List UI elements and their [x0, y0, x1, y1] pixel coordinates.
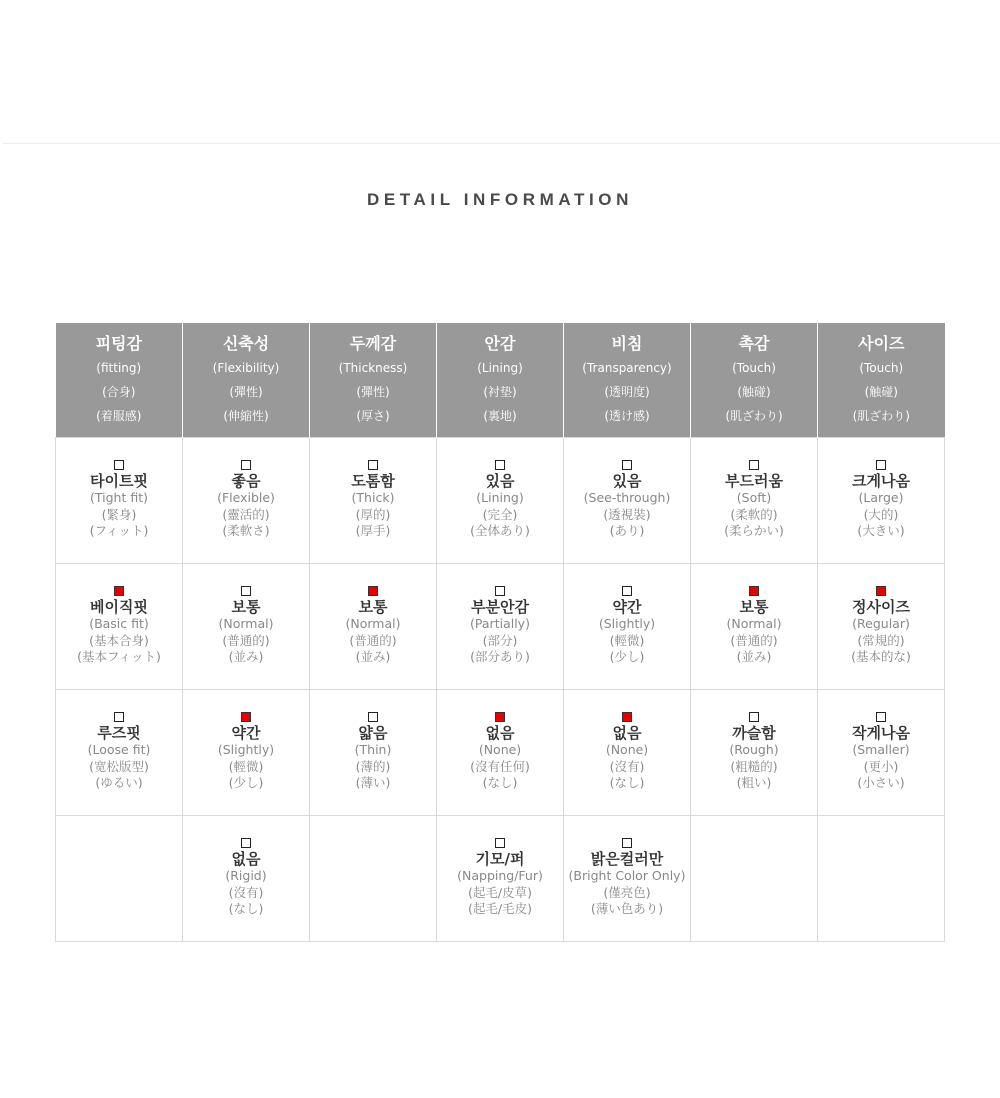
option-label-ko: 없음 — [612, 724, 642, 743]
option-label-zh: (部分) — [482, 632, 518, 648]
option-cell-touch — [691, 437, 818, 563]
header-label-ko: 피팅감 — [95, 334, 142, 353]
option-label-ja: (なし) — [609, 775, 645, 791]
option-label-ja: (大きい) — [857, 523, 905, 539]
option-label-zh: (更小) — [863, 758, 899, 774]
option-label-en: (Smaller) — [852, 742, 910, 758]
header-thickness — [310, 323, 437, 437]
option-label-ja: (基本フィット) — [77, 649, 161, 665]
header-size — [818, 323, 945, 437]
option-label-zh: (普通的) — [349, 632, 397, 648]
option-label-ko: 있음 — [485, 472, 515, 491]
option-label-zh: (普通的) — [222, 632, 270, 648]
option-label-en: (Partially) — [470, 616, 530, 632]
checked-box-icon — [495, 712, 505, 722]
option-cell-flexibility — [183, 689, 310, 815]
option-cell-flexibility — [183, 563, 310, 689]
checked-box-icon — [876, 586, 886, 596]
option-label-en: (None) — [605, 742, 649, 758]
option-label-ja: (少し) — [609, 649, 645, 665]
header-row — [56, 323, 945, 437]
header-label-ja: (厚さ) — [356, 409, 390, 423]
unchecked-box-icon — [241, 460, 251, 470]
option-label-en: (Loose fit) — [87, 742, 151, 758]
option-label-ko: 약간 — [612, 598, 642, 617]
header-label-en: (Flexibility) — [212, 361, 280, 375]
option-cell-fitting — [56, 689, 183, 815]
option-label-en: (Tight fit) — [90, 490, 148, 506]
header-label-ko: 촉감 — [738, 334, 770, 353]
option-cell-fitting — [56, 437, 183, 563]
option-cell-lining — [437, 815, 564, 941]
option-cell-transparency — [564, 563, 691, 689]
empty-cell — [691, 815, 818, 941]
header-label-ja: (透け感) — [604, 409, 650, 423]
option-label-zh: (薄的) — [355, 758, 391, 774]
option-cell-transparency — [564, 689, 691, 815]
header-label-en: (fitting) — [96, 361, 142, 375]
unchecked-box-icon — [114, 712, 124, 722]
option-label-ko: 밝은컬러만 — [590, 850, 664, 869]
option-label-ja: (起毛/毛皮) — [468, 901, 532, 917]
option-label-ja: (粗い) — [736, 775, 772, 791]
option-label-ko: 없음 — [231, 850, 261, 869]
option-label-ko: 크게나옴 — [852, 472, 910, 491]
unchecked-box-icon — [495, 460, 505, 470]
option-label-ja: (柔軟さ) — [222, 523, 270, 539]
empty-cell — [818, 815, 945, 941]
option-label-en: (Normal) — [345, 616, 401, 632]
option-label-ja: (並み) — [736, 649, 772, 665]
header-label-ja: (肌ざわり) — [725, 409, 783, 423]
option-label-en: (Thin) — [354, 742, 392, 758]
option-label-ja: (薄い) — [355, 775, 391, 791]
option-label-zh: (宽松版型) — [89, 758, 149, 774]
option-label-en: (Flexible) — [217, 490, 275, 506]
header-label-ko: 사이즈 — [858, 334, 905, 353]
option-label-en: (Basic fit) — [89, 616, 149, 632]
header-label-ko: 신축성 — [222, 334, 270, 353]
option-label-zh: (常規的) — [857, 632, 905, 648]
option-label-zh: (起毛/皮草) — [468, 884, 532, 900]
unchecked-box-icon — [622, 586, 632, 596]
header-label-zh: (触碰) — [737, 385, 771, 399]
option-label-en: (Large) — [858, 490, 904, 506]
option-cell-size — [818, 563, 945, 689]
header-touch — [691, 323, 818, 437]
header-label-ja: (伸縮性) — [223, 409, 269, 423]
checked-box-icon — [622, 712, 632, 722]
option-cell-transparency — [564, 815, 691, 941]
option-label-ja: (基本的な) — [851, 649, 911, 665]
option-label-ja: (なし) — [228, 901, 264, 917]
option-label-zh: (靈活的) — [222, 506, 270, 522]
option-label-ja: (あり) — [609, 523, 645, 539]
page-title: DETAIL INFORMATION — [366, 190, 633, 209]
header-label-en: (Touch) — [732, 361, 776, 375]
option-label-ko: 까슬함 — [732, 724, 776, 743]
option-label-en: (Regular) — [852, 616, 910, 632]
unchecked-box-icon — [368, 712, 378, 722]
header-label-ja: (裏地) — [483, 409, 517, 423]
detail-table-header — [56, 323, 945, 437]
option-label-ko: 부분안감 — [471, 598, 529, 617]
option-label-zh: (輕微) — [609, 632, 645, 648]
option-label-zh: (沒有) — [228, 884, 264, 900]
top-divider — [3, 143, 1000, 144]
unchecked-box-icon — [749, 460, 759, 470]
option-label-ko: 보통 — [358, 598, 388, 617]
option-label-en: (Rough) — [729, 742, 779, 758]
header-label-en: (Touch) — [859, 361, 904, 375]
option-label-en: (See-through) — [583, 490, 671, 506]
option-label-zh: (僅亮色) — [603, 884, 651, 900]
option-label-ko: 베이직핏 — [90, 598, 148, 617]
header-fitting — [56, 323, 183, 437]
header-lining — [437, 323, 564, 437]
unchecked-box-icon — [622, 460, 632, 470]
option-cell-thickness — [310, 689, 437, 815]
header-label-zh: (透明度) — [604, 385, 650, 399]
table-row — [56, 689, 945, 815]
option-cell-flexibility — [183, 815, 310, 941]
option-cell-size — [818, 689, 945, 815]
option-cell-transparency — [564, 437, 691, 563]
unchecked-box-icon — [241, 586, 251, 596]
option-label-en: (Lining) — [476, 490, 524, 506]
option-label-en: (Slightly) — [217, 742, 275, 758]
option-cell-lining — [437, 689, 564, 815]
option-label-zh: (完全) — [482, 506, 518, 522]
option-label-ja: (ゆるい) — [95, 775, 143, 791]
option-label-zh: (透視裝) — [603, 506, 651, 522]
unchecked-box-icon — [876, 712, 886, 722]
detail-table — [55, 323, 945, 942]
checked-box-icon — [368, 586, 378, 596]
option-label-ja: (厚手) — [355, 523, 391, 539]
unchecked-box-icon — [495, 586, 505, 596]
option-label-ko: 얇음 — [358, 724, 388, 743]
option-label-ko: 보통 — [739, 598, 769, 617]
option-cell-flexibility — [183, 437, 310, 563]
checked-box-icon — [114, 586, 124, 596]
option-label-zh: (粗糙的) — [730, 758, 778, 774]
option-label-ko: 보통 — [231, 598, 261, 617]
header-label-ko: 비침 — [611, 334, 643, 353]
table-row — [56, 815, 945, 941]
option-label-zh: (大的) — [863, 506, 899, 522]
option-label-zh: (柔軟的) — [730, 506, 778, 522]
unchecked-box-icon — [876, 460, 886, 470]
option-label-ja: (全体あり) — [470, 523, 530, 539]
option-label-ja: (なし) — [482, 775, 518, 791]
option-label-ja: (柔らかい) — [724, 523, 784, 539]
header-label-zh: (彈性) — [229, 385, 263, 399]
unchecked-box-icon — [749, 712, 759, 722]
option-label-ja: (小さい) — [857, 775, 905, 791]
option-label-en: (Soft) — [736, 490, 772, 506]
header-label-en: (Lining) — [477, 361, 523, 375]
option-cell-thickness — [310, 437, 437, 563]
option-label-zh: (輕微) — [228, 758, 264, 774]
option-label-zh: (普通的) — [730, 632, 778, 648]
option-label-en: (Normal) — [726, 616, 782, 632]
table-row — [56, 563, 945, 689]
option-label-zh: (沒有任何) — [470, 758, 530, 774]
unchecked-box-icon — [495, 838, 505, 848]
option-label-ko: 좋음 — [231, 472, 261, 491]
header-label-en: (Transparency) — [582, 361, 672, 375]
table-row — [56, 437, 945, 563]
option-label-ja: (並み) — [228, 649, 264, 665]
unchecked-box-icon — [368, 460, 378, 470]
option-label-zh: (基本合身) — [89, 632, 149, 648]
option-cell-thickness — [310, 563, 437, 689]
header-transparency — [564, 323, 691, 437]
option-cell-size — [818, 437, 945, 563]
option-label-en: (Bright Color Only) — [568, 868, 686, 884]
option-cell-lining — [437, 437, 564, 563]
option-label-ko: 작게나옴 — [852, 724, 910, 743]
option-cell-fitting — [56, 563, 183, 689]
empty-cell — [56, 815, 183, 941]
detail-table-body — [56, 437, 945, 941]
option-label-ko: 없음 — [485, 724, 515, 743]
option-label-en: (Napping/Fur) — [457, 868, 543, 884]
option-label-ko: 정사이즈 — [852, 598, 910, 617]
option-label-ko: 약간 — [231, 724, 261, 743]
option-label-en: (Normal) — [218, 616, 274, 632]
option-label-ko: 부드러움 — [725, 472, 783, 491]
unchecked-box-icon — [114, 460, 124, 470]
unchecked-box-icon — [622, 838, 632, 848]
option-label-zh: (沒有) — [609, 758, 645, 774]
option-label-ja: (並み) — [355, 649, 391, 665]
header-label-zh: (触碰) — [864, 385, 898, 399]
unchecked-box-icon — [241, 838, 251, 848]
option-label-en: (Slightly) — [598, 616, 656, 632]
option-label-en: (Rigid) — [225, 868, 267, 884]
option-label-zh: (緊身) — [101, 506, 137, 522]
option-cell-touch — [691, 563, 818, 689]
option-label-zh: (厚的) — [355, 506, 391, 522]
header-flexibility — [183, 323, 310, 437]
header-label-zh: (合身) — [102, 385, 136, 399]
option-label-ja: (薄い色あり) — [590, 901, 664, 917]
header-label-en: (Thickness) — [338, 361, 408, 375]
option-label-ja: (部分あり) — [470, 649, 530, 665]
option-label-ko: 있음 — [612, 472, 642, 491]
empty-cell — [310, 815, 437, 941]
header-label-zh: (衬垫) — [483, 385, 517, 399]
header-label-ko: 두께감 — [349, 334, 397, 353]
option-label-ko: 도톰함 — [351, 472, 395, 491]
option-label-ko: 루즈핏 — [97, 724, 141, 743]
option-label-en: (Thick) — [351, 490, 395, 506]
option-label-ko: 기모/퍼 — [475, 850, 525, 869]
checked-box-icon — [749, 586, 759, 596]
option-label-en: (None) — [478, 742, 522, 758]
header-label-ko: 안감 — [484, 334, 516, 353]
header-label-zh: (彈性) — [356, 385, 390, 399]
option-cell-lining — [437, 563, 564, 689]
option-label-ko: 타이트핏 — [90, 472, 148, 491]
header-label-ja: (着服感) — [96, 409, 142, 423]
option-label-ja: (少し) — [228, 775, 264, 791]
header-label-ja: (肌ざわり) — [852, 409, 910, 423]
option-label-ja: (フィット) — [89, 523, 149, 539]
option-cell-touch — [691, 689, 818, 815]
checked-box-icon — [241, 712, 251, 722]
